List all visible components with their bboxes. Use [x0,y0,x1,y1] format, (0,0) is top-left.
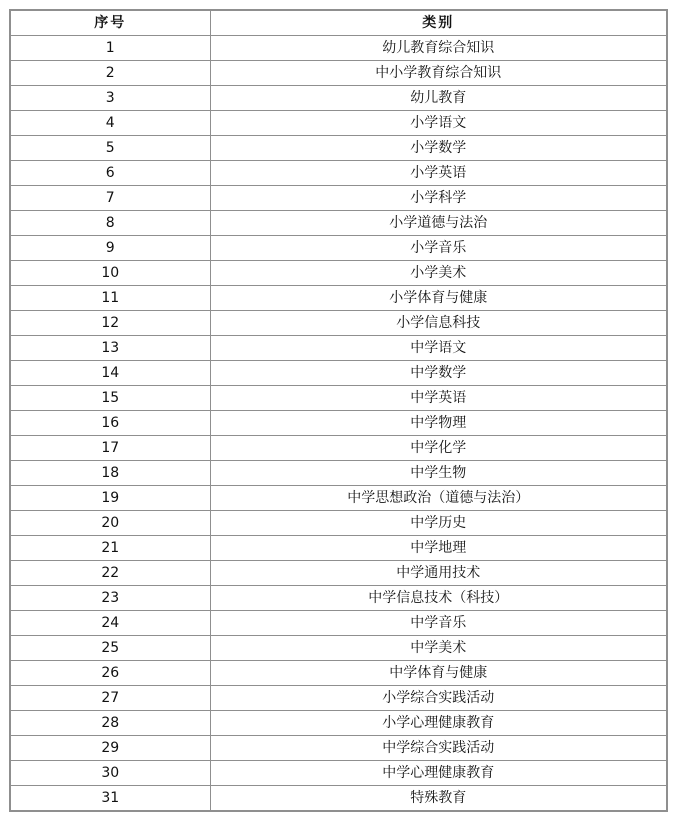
table-header-row [10,10,667,36]
table-row [10,361,667,386]
table-row [10,536,667,561]
row-category: 中学综合实践活动 [210,736,667,761]
row-category: 中学美术 [210,636,667,661]
row-index: 18 [10,461,210,486]
row-index: 8 [10,211,210,236]
table-row [10,161,667,186]
row-category: 幼儿教育 [210,86,667,111]
row-category: 特殊教育 [210,786,667,812]
row-index: 14 [10,361,210,386]
row-category: 中学思想政治（道德与法治） [210,486,667,511]
table-row [10,786,667,812]
row-category: 小学心理健康教育 [210,711,667,736]
row-category: 中学音乐 [210,611,667,636]
row-index: 31 [10,786,210,812]
table-row [10,411,667,436]
row-category: 小学道德与法治 [210,211,667,236]
table-row [10,36,667,61]
table-row [10,611,667,636]
row-index: 20 [10,511,210,536]
row-category: 中学历史 [210,511,667,536]
row-category: 小学信息科技 [210,311,667,336]
table-row [10,436,667,461]
table-row [10,586,667,611]
row-category: 中学心理健康教育 [210,761,667,786]
table-row [10,111,667,136]
table-row [10,636,667,661]
table-row [10,61,667,86]
row-index: 3 [10,86,210,111]
table-row [10,286,667,311]
row-category: 小学体育与健康 [210,286,667,311]
row-index: 5 [10,136,210,161]
table-row [10,711,667,736]
row-category: 小学语文 [210,111,667,136]
row-index: 25 [10,636,210,661]
row-index: 11 [10,286,210,311]
row-category: 中学信息技术（科技） [210,586,667,611]
table-row [10,336,667,361]
table-row [10,761,667,786]
table-row [10,386,667,411]
header-category: 类别 [210,10,667,36]
row-category: 中学体育与健康 [210,661,667,686]
row-index: 27 [10,686,210,711]
row-category: 幼儿教育综合知识 [210,36,667,61]
row-index: 29 [10,736,210,761]
table-row [10,736,667,761]
table-row [10,211,667,236]
row-index: 10 [10,261,210,286]
row-category: 中学通用技术 [210,561,667,586]
row-index: 28 [10,711,210,736]
row-category: 中学地理 [210,536,667,561]
row-index: 9 [10,236,210,261]
row-category: 中学生物 [210,461,667,486]
table-row [10,311,667,336]
row-index: 30 [10,761,210,786]
table-row [10,86,667,111]
row-index: 22 [10,561,210,586]
row-index: 13 [10,336,210,361]
table-row [10,461,667,486]
table-container [9,9,668,812]
row-index: 21 [10,536,210,561]
row-index: 26 [10,661,210,686]
table-row [10,236,667,261]
row-index: 17 [10,436,210,461]
row-index: 12 [10,311,210,336]
table-row [10,686,667,711]
table-row [10,186,667,211]
table-row [10,486,667,511]
row-index: 1 [10,36,210,61]
header-index: 序号 [10,10,210,36]
table-row [10,511,667,536]
row-index: 15 [10,386,210,411]
table-row [10,136,667,161]
row-index: 7 [10,186,210,211]
row-index: 2 [10,61,210,86]
row-category: 中小学教育综合知识 [210,61,667,86]
row-category: 中学数学 [210,361,667,386]
table-row [10,261,667,286]
category-table [9,9,668,812]
row-category: 中学语文 [210,336,667,361]
row-index: 19 [10,486,210,511]
row-category: 小学英语 [210,161,667,186]
row-index: 24 [10,611,210,636]
table-row [10,561,667,586]
table-row [10,661,667,686]
row-index: 16 [10,411,210,436]
row-category: 小学综合实践活动 [210,686,667,711]
row-index: 4 [10,111,210,136]
row-category: 小学科学 [210,186,667,211]
row-category: 中学化学 [210,436,667,461]
row-category: 小学美术 [210,261,667,286]
row-index: 6 [10,161,210,186]
row-category: 小学音乐 [210,236,667,261]
row-category: 小学数学 [210,136,667,161]
table-body [10,36,667,812]
row-category: 中学英语 [210,386,667,411]
row-index: 23 [10,586,210,611]
row-category: 中学物理 [210,411,667,436]
